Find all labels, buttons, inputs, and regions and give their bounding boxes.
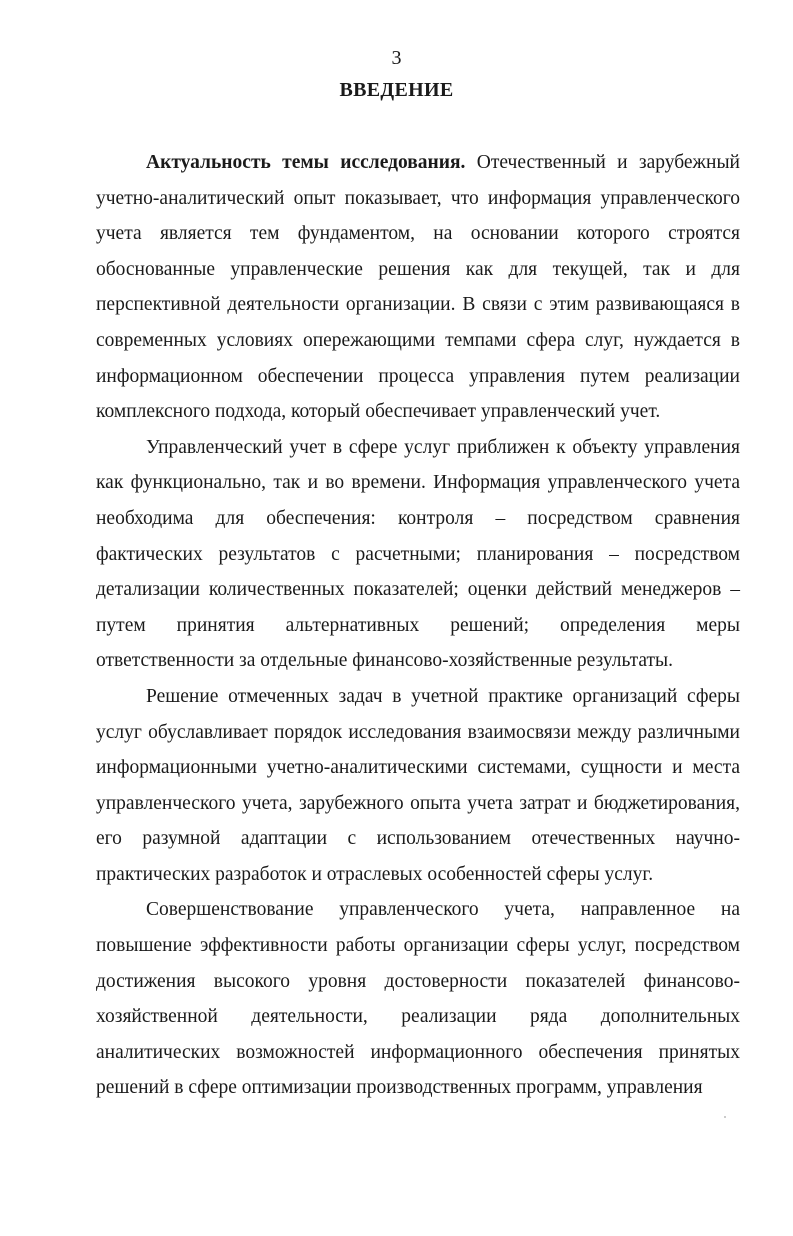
page-number: 3 <box>391 47 402 69</box>
scan-speck <box>724 1116 726 1118</box>
section-heading: ВВЕДЕНИЕ <box>339 79 454 101</box>
paragraph-tasks: Решение отмеченных задач в учетной практике организаций сферы услуг обуславливает порядок исследования взаимосвязи между различными информационными учетно-аналитическими системами, сущности и места управленческого учета, зарубежного опыта учета затрат и бюджетирования, его разумной адаптации с использованием отечественных научно-практических разработок и отраслевых особенностей сферы услуг. <box>96 685 740 885</box>
paragraph-text: Отечественный и зарубежный учетно-аналитический опыт показывает, что информация управленческого учета является тем фундаментом, на основании которого строятся обоснованные управленческие решения как для текущей, так и для перспективной деятельности организации. В связи с этим развивающаяся в современных условиях опережающими темпами сфера слуг, нуждается в информационном обеспечении процесса управления путем реализации комплексного подхода, который обеспечивает управленческий учет. <box>96 152 740 423</box>
paragraph-lead: Актуальность темы исследования. <box>146 152 466 173</box>
paragraph-improvement: Совершенствование управленческого учета, направленное на повышение эффективности работы организации сферы услуг, посредством достижения высокого уровня достоверности показателей финансово-хозяйственной деятельности, реализации ряда дополнительных аналитических возможностей информационного обеспечения принятых решений в сфере оптимизации производственных программ, управления <box>96 899 740 1099</box>
body-text <box>96 145 740 1106</box>
paragraph-management-accounting: Управленческий учет в сфере услуг приближен к объекту управления как функционально, так и во времени. Информация управленческого учета необходима для обеспечения: контроля – посредством сравнения фактических результатов с расчетными; планирования – посредством детализации количественных показателей; оценки действий менеджеров – путем принятия альтернативных решений; определения меры ответственности за отдельные финансово-хозяйственные результаты. <box>96 436 740 672</box>
paragraph-relevance <box>96 145 740 430</box>
